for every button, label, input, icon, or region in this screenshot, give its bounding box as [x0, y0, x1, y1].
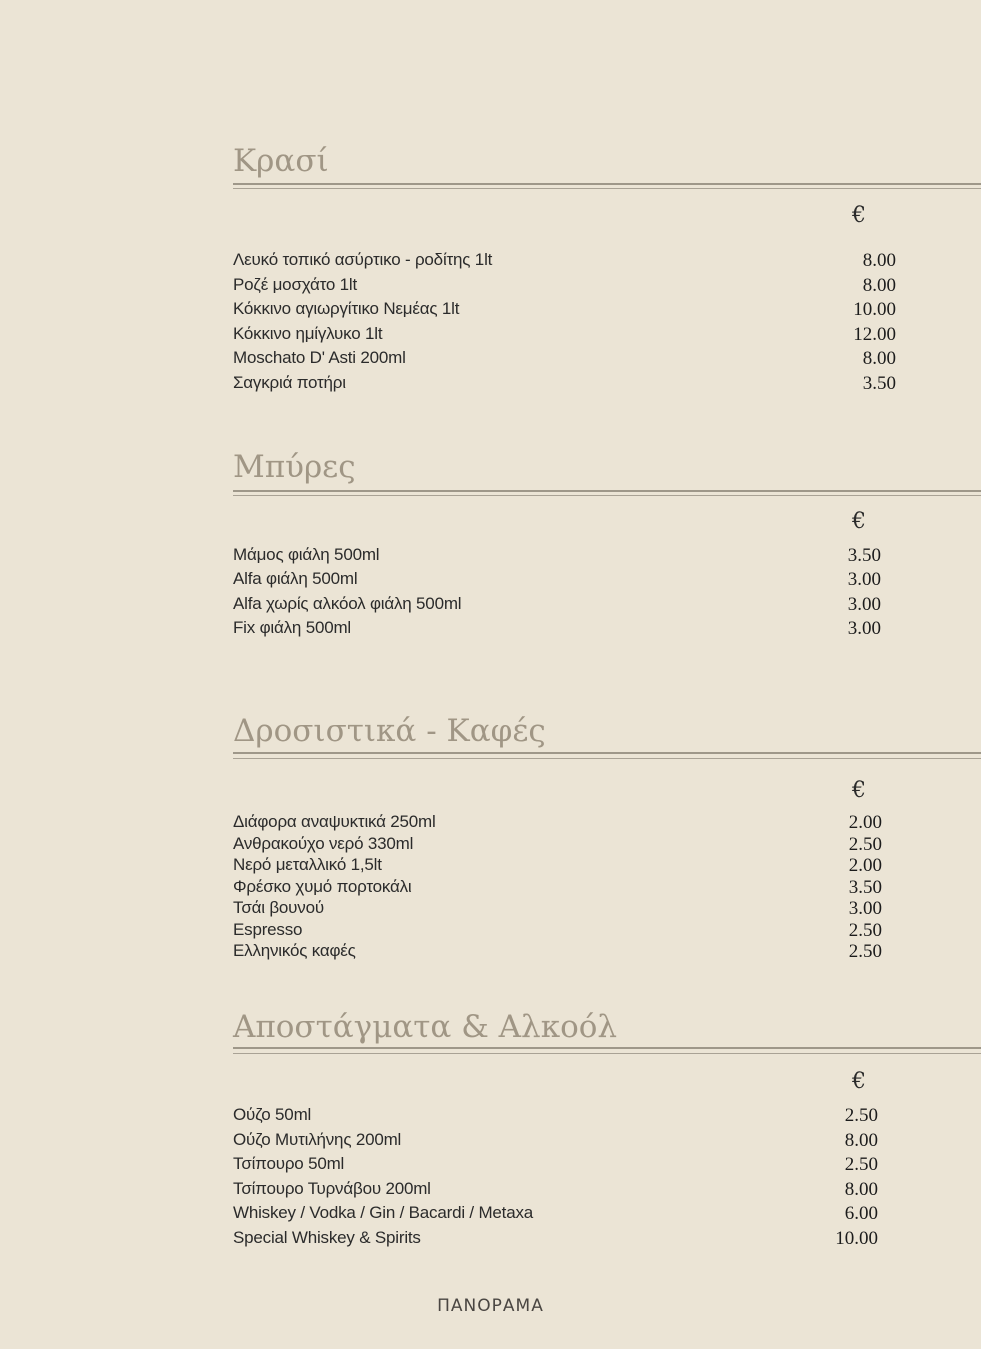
section-divider: [233, 490, 1000, 492]
item-price: 10.00: [835, 1228, 878, 1249]
item-name: Ροζέ μοσχάτο 1lt: [233, 274, 358, 294]
menu-item: [0, 349, 1000, 373]
item-price: 2.00: [848, 812, 882, 833]
item-price: 3.50: [862, 372, 896, 394]
section-divider: [233, 1053, 996, 1054]
item-name: Λευκό τοπικό ασύρτικο - ροδίτης 1lt: [233, 250, 493, 269]
item-price: 3.00: [848, 898, 882, 919]
item-name: Διάφορα αναψυκτικά 250ml: [233, 812, 436, 831]
item-name: Σαγκριά ποτήρι: [233, 372, 346, 392]
menu-item: [0, 1106, 1000, 1130]
menu-item: [0, 1155, 1000, 1179]
section-divider: [233, 495, 1000, 496]
menu-item: [0, 1229, 1000, 1253]
currency-label: €: [852, 778, 866, 803]
menu-item: [0, 619, 1000, 643]
item-name: Τσίπουρο Τυρνάβου 200ml: [233, 1178, 431, 1198]
menu-item: [0, 570, 1000, 594]
currency-label: €: [852, 1069, 866, 1094]
currency-label: €: [852, 203, 866, 228]
item-price: 3.00: [847, 593, 881, 615]
item-name: Alfa χωρίς αλκόολ φιάλη 500ml: [233, 593, 462, 613]
menu-item: [0, 251, 1000, 275]
currency-label: €: [852, 509, 866, 534]
item-price: 8.00: [862, 250, 896, 271]
section-title: Κρασί: [233, 143, 329, 179]
menu-item: [0, 325, 1000, 349]
section-divider: [233, 752, 1000, 754]
item-name: Φρέσκο χυμό πορτοκάλι: [233, 876, 412, 896]
item-price: 2.00: [848, 855, 882, 876]
item-name: Ελληνικός καφές: [233, 941, 356, 960]
item-name: Espresso: [233, 919, 303, 939]
menu-item: [0, 942, 1000, 966]
item-name: Fix φιάλη 500ml: [233, 617, 351, 637]
menu-item: [0, 1131, 1000, 1155]
menu-item: [0, 374, 1000, 398]
item-price: 2.50: [848, 919, 882, 941]
menu-item: [0, 595, 1000, 619]
section-title: Αποστάγματα & Αλκοόλ: [233, 1009, 618, 1045]
menu-item: [0, 276, 1000, 300]
item-name: Whiskey / Vodka / Gin / Bacardi / Metaxa: [233, 1203, 534, 1223]
item-price: 10.00: [853, 299, 896, 320]
section-divider: [233, 183, 1000, 185]
page-edge: [981, 0, 1000, 1349]
item-name: Special Whiskey & Spirits: [233, 1228, 421, 1247]
menu-item: [0, 300, 1000, 324]
item-name: Τσίπουρο 50ml: [233, 1154, 345, 1174]
item-name: Alfa φιάλη 500ml: [233, 569, 358, 589]
section-divider: [233, 758, 1000, 759]
item-name: Μάμος φιάλη 500ml: [233, 545, 380, 564]
item-name: Ανθρακούχο νερό 330ml: [233, 833, 414, 853]
item-price: 2.50: [848, 833, 882, 855]
section-title: Δροσιστικά - Καφές: [233, 713, 546, 749]
item-price: 2.50: [844, 1105, 878, 1126]
item-price: 2.50: [848, 941, 882, 962]
item-price: 3.00: [847, 569, 881, 591]
item-price: 3.00: [847, 617, 881, 639]
section-divider: [233, 1047, 996, 1049]
item-price: 8.00: [844, 1129, 878, 1151]
item-name: Νερό μεταλλικό 1,5lt: [233, 855, 382, 874]
item-name: Κόκκινο ημίγλυκο 1lt: [233, 323, 383, 343]
item-price: 2.50: [844, 1154, 878, 1176]
item-name: Τσάι βουνού: [233, 898, 324, 917]
section-divider: [233, 188, 1000, 189]
menu-item: [0, 1204, 1000, 1228]
item-price: 3.50: [847, 545, 881, 566]
brand-footer: ΠΑΝΟΡΑΜΑ: [437, 1296, 544, 1316]
item-price: 8.00: [844, 1178, 878, 1200]
item-name: Moschato D' Asti 200ml: [233, 348, 406, 367]
item-price: 3.50: [848, 876, 882, 898]
menu-item: [0, 1180, 1000, 1204]
item-name: Κόκκινο αγιωργίτικο Νεμέας 1lt: [233, 299, 460, 318]
menu-item: [0, 546, 1000, 570]
section-title: Μπύρες: [233, 449, 356, 485]
item-price: 8.00: [862, 274, 896, 296]
item-price: 6.00: [844, 1203, 878, 1225]
item-price: 8.00: [862, 348, 896, 369]
item-price: 12.00: [853, 323, 896, 345]
item-name: Ούζο 50ml: [233, 1105, 312, 1124]
item-name: Ούζο Μυτιλήνης 200ml: [233, 1129, 402, 1149]
